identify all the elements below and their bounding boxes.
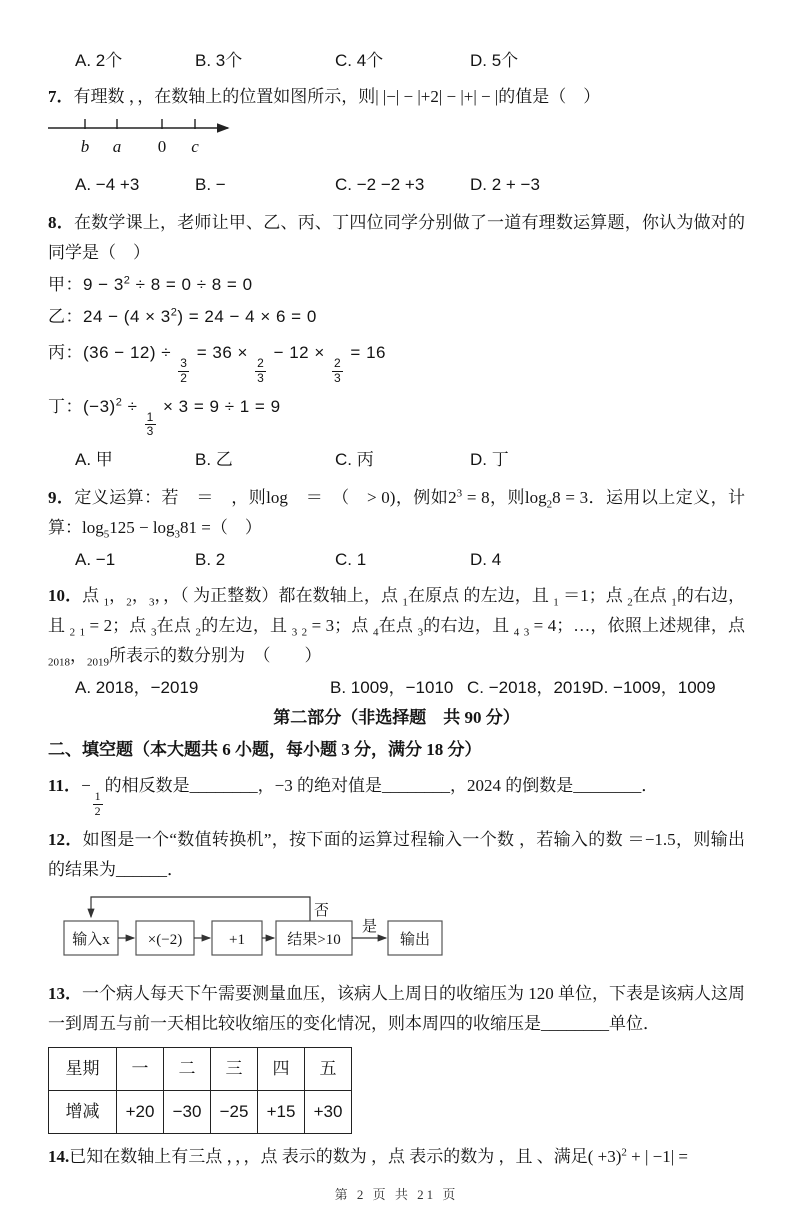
box-output-label: 输出 bbox=[399, 931, 431, 948]
q8-work-ding: 丁：$(-3)^2$ ÷ $\frac{1}{3}$ × 3 = 9 ÷ 1 = 9 bbox=[48, 395, 281, 439]
cell-change-label: 增减 bbox=[49, 1090, 117, 1133]
label-c: c bbox=[191, 137, 199, 156]
question-13 bbox=[48, 979, 745, 1039]
yes-branch-label: 是 bbox=[362, 918, 378, 935]
question-7 bbox=[48, 82, 745, 112]
cell-day: 五 bbox=[305, 1047, 352, 1090]
q10-option-d: D. −1009，1009 bbox=[591, 678, 716, 698]
q7-option-d: D. 2 + −3 bbox=[470, 175, 540, 194]
cell-day: 一 bbox=[117, 1047, 164, 1090]
question-7-text: 有理数 ，，在数轴上的位置如图所示，则| |−| − |+2| − |+| − |的值是（ ） bbox=[73, 87, 601, 106]
question-9-number: 9． bbox=[48, 488, 75, 508]
table-row-days bbox=[49, 1047, 352, 1090]
question-8-number: 8． bbox=[48, 213, 74, 232]
question-13-text: 一个病人每天下午需要测量血压，该病人上周日的收缩压为 120 单位，下表是该病人这周一到周五与前一天相比较收缩压的变化情况，则本周四的收缩压是________单位． bbox=[48, 983, 745, 1033]
cell-change: +20 bbox=[117, 1090, 164, 1133]
q8-option-d: D. 丁 bbox=[470, 450, 509, 470]
q7-option-b: B. − bbox=[195, 175, 226, 194]
question-11-number: 11． bbox=[48, 776, 82, 796]
q9-option-a: A. −1 bbox=[75, 550, 116, 570]
table-row-values bbox=[49, 1090, 352, 1133]
loop-no-connector bbox=[91, 897, 310, 921]
number-line-svg bbox=[48, 112, 288, 158]
q6-option-d: D. 5个 bbox=[470, 51, 519, 70]
q9-options-row bbox=[48, 545, 745, 575]
q9-option-b: B. 2 bbox=[195, 550, 226, 570]
question-8-text: 在数学课上，老师让甲、乙、丙、丁四位同学分别做了一道有理数运算题，你认为做对的同学是（ ） bbox=[48, 213, 746, 262]
cell-change: +15 bbox=[258, 1090, 305, 1133]
blood-pressure-table bbox=[48, 1047, 352, 1134]
q8-options-row bbox=[48, 445, 745, 475]
cell-day: 三 bbox=[211, 1047, 258, 1090]
question-12-number: 12． bbox=[48, 829, 83, 849]
question-8 bbox=[48, 208, 745, 268]
q10-options-row bbox=[48, 673, 745, 703]
q8-work-yi: 乙：$24 - (4 \times 3^2) = 24 - 4 \times 6 = 0$ bbox=[48, 306, 317, 326]
number-line-figure bbox=[48, 112, 745, 168]
question-11-text: − $\frac{1}{2}$ 的相反数是________，−3 的绝对值是________，2024 的倒数是________． bbox=[81, 776, 659, 818]
cell-week-label: 星期 bbox=[49, 1047, 117, 1090]
question-10-text: 点 $_1$，$_2$，$_3$，，（ 为正整数）都在数轴上，点 $_1$在原点 的左边，且 $_1$ ＝1；点 $_2$在点 $_1$的右边，且 $_2$ $_1$ = 2；点 $_3$在点 $_2$的左边，且 $_3$ $_2$ = 3；点 $_4$在点 $_3$的右边，且 $_4$ $_3$ = 4；…，依照上述规律，点 $_{2018}$，$_{2019}$所表示的数分别为 （ ） bbox=[48, 586, 746, 669]
q10-option-b: B. 1009，−1010 bbox=[330, 678, 454, 698]
q6-options-row bbox=[48, 46, 745, 76]
flowchart-svg bbox=[48, 887, 458, 963]
q8-option-b: B. 乙 bbox=[195, 450, 233, 470]
q7-option-a: A. −4 +3 bbox=[75, 175, 140, 194]
question-13-number: 13． bbox=[48, 983, 82, 1003]
q7-options-row bbox=[48, 170, 745, 200]
question-11 bbox=[48, 771, 745, 819]
question-12 bbox=[48, 825, 745, 885]
question-10-number: 10． bbox=[48, 586, 83, 606]
q9-option-d: D. 4 bbox=[470, 550, 502, 570]
q8-option-c: C. 丙 bbox=[335, 450, 374, 470]
q6-option-a: A. 2个 bbox=[75, 51, 123, 70]
question-10 bbox=[48, 581, 745, 671]
label-a: a bbox=[112, 137, 122, 156]
question-14 bbox=[48, 1142, 745, 1172]
q6-option-b: B. 3个 bbox=[195, 51, 243, 70]
question-7-number: 7． bbox=[48, 87, 74, 106]
page-footer: 第 2 页 共 21 页 bbox=[334, 1186, 459, 1202]
q9-option-c: C. 1 bbox=[335, 550, 367, 570]
q6-option-c: C. 4个 bbox=[335, 51, 384, 70]
label-b: b bbox=[80, 137, 90, 156]
cell-day: 四 bbox=[258, 1047, 305, 1090]
section2-title: 二、填空题（本大题共 6 小题，每小题 3 分，满分 18 分） bbox=[48, 740, 482, 760]
cell-day: 二 bbox=[164, 1047, 211, 1090]
q10-option-c: C. −2018，2019 bbox=[467, 678, 592, 698]
question-14-number: 14. bbox=[48, 1146, 70, 1166]
q8-work-bing: 丙：(36 − 12) ÷ $\frac{3}{2}$ = 36 × $\frac{2}{3}$ − 12 × $\frac{2}{3}$ = 16 bbox=[48, 343, 386, 385]
question-9 bbox=[48, 483, 745, 543]
value-converter-flowchart bbox=[48, 887, 745, 973]
q7-option-c: C. −2 −2 +3 bbox=[335, 175, 425, 194]
q10-option-a: A. 2018，−2019 bbox=[75, 678, 199, 698]
box-multiply-label: ×(−2) bbox=[147, 931, 183, 948]
label-0: 0 bbox=[157, 137, 167, 156]
q8-option-a: A. 甲 bbox=[75, 450, 113, 470]
box-plus-one-label: +1 bbox=[229, 931, 245, 948]
question-12-text: 如图是一个“数值转换机”，按下面的运算过程输入一个数 ，若输入的数 ＝−1.5，则输出的结果为______． bbox=[48, 829, 745, 879]
no-branch-label: 否 bbox=[314, 902, 330, 919]
box-result-label: 结果>10 bbox=[287, 931, 341, 948]
part2-title: 第二部分（非选择题 共 90 分） bbox=[273, 708, 520, 728]
box-input-label: 输入x bbox=[72, 931, 110, 948]
question-14-text: 已知在数轴上有三点 ，，，点 表示的数为 ，点 表示的数为 ，且 、满足( +3)$^2$ + | −1| = bbox=[69, 1146, 688, 1166]
cell-change: +30 bbox=[305, 1090, 352, 1133]
question-9-text: 定义运算：若 ＝ ，则log ＝ （ > 0)，例如$2^3 = 8$，则$\log_28 = 3$．运用以上定义，计算：$\log_5125 - \log_381$ =（ ） bbox=[48, 487, 746, 541]
cell-change: −25 bbox=[211, 1090, 258, 1133]
q8-work-jia: 甲：$9 - 3^2 \div 8 = 0 \div 8 = 0$ bbox=[48, 274, 253, 294]
cell-change: −30 bbox=[164, 1090, 211, 1133]
